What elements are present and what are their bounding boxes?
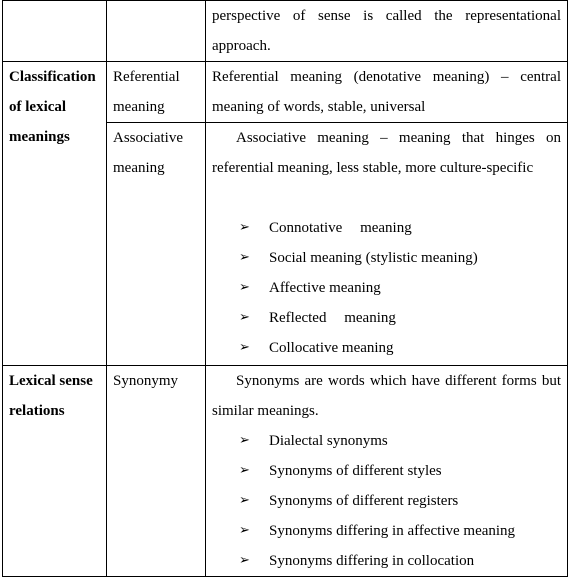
category-cell-sense-relations: Lexical sense relations bbox=[3, 366, 107, 577]
synonym-type-list bbox=[212, 426, 561, 576]
arrow-bullet-icon: ➢ bbox=[239, 220, 250, 235]
list-item: ➢ Social meaning (stylistic meaning) bbox=[239, 243, 561, 273]
definition-cell-referential: Referential meaning (denotative meaning) – central meaning of words, stable, universal bbox=[206, 62, 568, 123]
list-item: ➢ Affective meaning bbox=[239, 273, 561, 303]
arrow-bullet-icon: ➢ bbox=[239, 280, 250, 295]
subcategory-cell-synonymy: Synonymy bbox=[107, 366, 206, 577]
subcategory-cell-referential: Referential meaning bbox=[107, 62, 206, 123]
lexical-meaning-table bbox=[2, 0, 568, 577]
associative-definition: Associative meaning – meaning that hinges on referential meaning, less stable, more culture-specific bbox=[212, 130, 561, 176]
list-item: ➢ Synonyms of different styles bbox=[239, 456, 561, 486]
definition-cell-associative bbox=[206, 123, 568, 366]
list-item: ➢ Synonyms differing in collocation bbox=[239, 546, 561, 576]
list-item: ➢ Connotative meaning bbox=[239, 213, 561, 243]
table-cell bbox=[3, 1, 107, 62]
arrow-bullet-icon: ➢ bbox=[239, 310, 250, 325]
category-cell-classification: Classification of lexical meanings bbox=[3, 62, 107, 366]
synonymy-definition: Synonyms are words which have different forms but similar meanings. bbox=[212, 373, 561, 419]
arrow-bullet-icon: ➢ bbox=[239, 433, 250, 448]
list-item: ➢ Collocative meaning bbox=[239, 333, 561, 363]
arrow-bullet-icon: ➢ bbox=[239, 553, 250, 568]
table-cell bbox=[107, 1, 206, 62]
list-item: ➢ Synonyms of different registers bbox=[239, 486, 561, 516]
arrow-bullet-icon: ➢ bbox=[239, 523, 250, 538]
table-cell: perspective of sense is called the representational approach. bbox=[206, 1, 568, 62]
arrow-bullet-icon: ➢ bbox=[239, 493, 250, 508]
list-item: ➢ Synonyms differing in affective meaning bbox=[239, 516, 561, 546]
table-row bbox=[3, 62, 568, 123]
list-item: ➢ Dialectal synonyms bbox=[239, 426, 561, 456]
definition-cell-synonymy bbox=[206, 366, 568, 577]
table-row bbox=[3, 1, 568, 62]
table-row bbox=[3, 366, 568, 577]
subcategory-cell-associative: Associative meaning bbox=[107, 123, 206, 366]
arrow-bullet-icon: ➢ bbox=[239, 340, 250, 355]
list-item: ➢ Reflected meaning bbox=[239, 303, 561, 333]
associative-meaning-list bbox=[212, 213, 561, 363]
arrow-bullet-icon: ➢ bbox=[239, 250, 250, 265]
arrow-bullet-icon: ➢ bbox=[239, 463, 250, 478]
